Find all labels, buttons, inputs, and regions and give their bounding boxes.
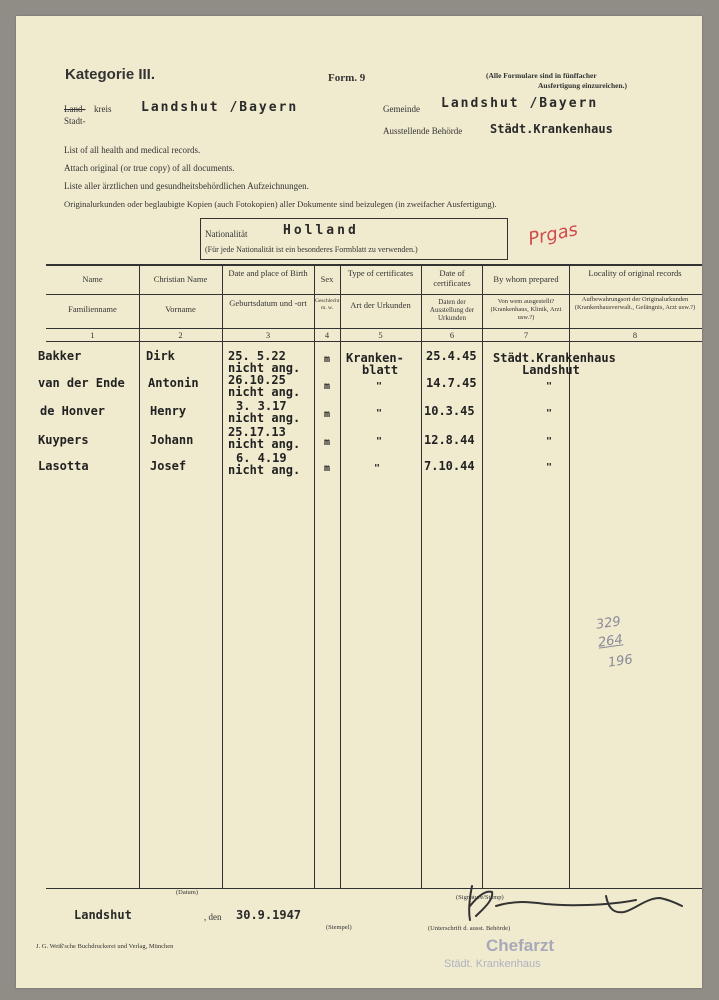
row-1-type: Kranken- (346, 351, 404, 365)
gemeinde-label: Gemeinde (383, 104, 420, 114)
instruction-1: List of all health and medical records. (64, 145, 201, 155)
pencil-note-2: 264 (597, 632, 624, 651)
row-4-date: 12.8.44 (424, 433, 475, 447)
instruction-3: Liste aller ärztlichen und gesundheitsbehördlichen Aufzeichnungen. (64, 181, 309, 191)
col-header-4-en: Sex (320, 274, 334, 284)
table-header-divider (46, 294, 702, 295)
nationality-value: Holland (283, 223, 359, 238)
category-title: Kategorie III. (65, 66, 156, 83)
col-number-6: 6 (449, 330, 455, 340)
row-1-birth-date: 25. 5.22 (228, 349, 286, 363)
row-2-sex: m (324, 381, 331, 392)
col-divider-2 (222, 266, 223, 888)
col-divider-3 (314, 266, 315, 888)
col-header-3-en: Date and place of Birth (228, 268, 308, 278)
kreis-label: kreis (94, 104, 112, 114)
form-number: Form. 9 (328, 72, 366, 84)
row-1-birth-place: nicht ang. (228, 361, 301, 375)
row-2-name: van der Ende (38, 376, 125, 390)
col-header-7-en: By whom prepared (493, 274, 559, 284)
row-5-by: " (546, 462, 553, 473)
col-header-7-de: Von wem ausgestellt? (Krankenhaus, Klinik, Arzt usw.?) (490, 298, 562, 321)
col-header-1-de: Familienname (68, 304, 117, 314)
row-5-type: " (374, 463, 381, 474)
row-1-name: Bakker (38, 349, 82, 363)
stempel-caption: (Stempel) (326, 924, 352, 931)
row-3-by: " (546, 408, 553, 419)
col-number-1: 1 (90, 330, 95, 340)
row-4-by: " (546, 436, 553, 447)
row-4-first-name: Johann (150, 433, 194, 447)
row-4-sex: m (324, 437, 331, 448)
stadt-label: Stadt- (64, 116, 86, 126)
kreis-prefix: Land- (64, 104, 86, 114)
row-5-name: Lasotta (38, 459, 89, 473)
table-body-top-line (46, 341, 702, 342)
row-3-type: " (376, 408, 383, 419)
row-1-first-name: Dirk (146, 349, 175, 363)
table-top-line (46, 264, 702, 266)
col-header-3-de: Geburtsdatum und -ort (229, 298, 307, 308)
copies-note-1: (Alle Formulare sind in fünffacher (486, 71, 597, 80)
copies-note-2: Ausfertigung einzureichen.) (538, 81, 628, 90)
col-header-6-en: Date of certificates (433, 268, 471, 288)
kreis-value: Landshut /Bayern (141, 100, 299, 115)
col-number-3: 3 (265, 330, 271, 340)
date-caption: (Datum) (176, 889, 199, 896)
col-header-2-de: Vorname (165, 304, 196, 314)
red-handwritten-mark: Prgas (526, 219, 580, 250)
chefarzt-stamp: Chefarzt (486, 936, 555, 955)
handwritten-signature (456, 876, 686, 924)
krankenhaus-stamp: Städt. Krankenhaus (444, 958, 541, 970)
col-divider-5 (421, 266, 422, 888)
row-5-first-name: Josef (150, 459, 187, 473)
row-5-birth-date: 6. 4.19 (236, 451, 287, 465)
row-5-birth-place: nicht ang. (228, 463, 301, 477)
nationality-box (200, 218, 508, 260)
col-header-8-en: Locality of original records (588, 268, 682, 278)
row-4-name: Kuypers (38, 433, 89, 447)
behoerde-value: Städt.Krankenhaus (490, 122, 613, 136)
col-divider-1 (139, 266, 140, 888)
pencil-note-3: 196 (607, 652, 634, 671)
row-3-first-name: Henry (150, 404, 187, 418)
col-number-2: 2 (178, 330, 183, 340)
col-header-4-de: Geschlecht m. w. (315, 298, 340, 311)
col-header-2-en: Christian Name (153, 274, 208, 284)
instruction-2: Attach original (or true copy) of all documents. (64, 163, 235, 173)
behoerde-label: Ausstellende Behörde (383, 126, 463, 136)
col-header-8-de: Aufbewahrungsort der Originalurkunden (Krankenhausverwalt., Gefängnis, Arzt usw.?) (574, 296, 696, 311)
col-number-4: 4 (324, 330, 330, 340)
row-3-sex: m (324, 409, 331, 420)
row-1-type-2: blatt (362, 363, 399, 377)
pencil-note-1: 329 (595, 614, 622, 633)
table-number-divider (46, 328, 702, 329)
row-4-type: " (376, 436, 383, 447)
row-4-birth-date: 25.17.13 (228, 425, 286, 439)
col-header-1-en: Name (82, 274, 103, 284)
col-header-6-de: Daten der Ausstellung der Urkunden (429, 298, 475, 322)
row-1-sex: m (324, 354, 331, 365)
col-header-5-en: Type of certificates (347, 268, 414, 278)
row-2-date: 14.7.45 (426, 376, 477, 390)
col-number-7: 7 (523, 330, 529, 340)
col-divider-6 (482, 266, 483, 888)
row-3-name: de Honver (40, 404, 106, 418)
row-3-date: 10.3.45 (424, 404, 475, 418)
col-number-8: 8 (632, 330, 638, 340)
instruction-4: Originalurkunden oder beglaubigte Kopien (auch Fotokopien) aller Dokumente sind beizulegen (in zweifacher Ausfertigung). (64, 199, 497, 209)
printer-imprint: J. G. Weiß'sche Buchdruckerei und Verlag, München (36, 943, 174, 950)
row-1-date: 25.4.45 (426, 349, 477, 363)
row-4-birth-place: nicht ang. (228, 437, 301, 451)
col-header-5-de: Art der Urkunden (350, 300, 411, 310)
row-5-date: 7.10.44 (424, 459, 475, 473)
row-3-birth-place: nicht ang. (228, 411, 301, 425)
col-divider-4 (340, 266, 341, 888)
row-1-by: Städt.Krankenhaus (493, 351, 616, 365)
row-1-by-2: Landshut (522, 363, 580, 377)
gemeinde-value: Landshut /Bayern (441, 96, 599, 111)
row-2-birth-date: 26.10.25 (228, 373, 286, 387)
row-2-birth-place: nicht ang. (228, 385, 301, 399)
signature-caption: (Signature/Stamp) (456, 894, 504, 901)
row-5-sex: m (324, 463, 331, 474)
row-2-type: " (376, 381, 383, 392)
row-3-birth-date: 3. 3.17 (236, 399, 287, 413)
nationality-label: Nationalität (205, 229, 248, 239)
col-number-5: 5 (378, 330, 383, 340)
footer-date: 30.9.1947 (236, 908, 302, 922)
row-2-first-name: Antonin (148, 376, 199, 390)
footer-den-label: , den (204, 912, 222, 922)
row-2-by: " (546, 381, 553, 392)
form-page (16, 16, 702, 988)
signature-caption-2: (Unterschrift d. ausst. Behörde) (428, 925, 511, 932)
nationality-note: (Für jede Nationalität ist ein besonderes Formblatt zu verwenden.) (205, 245, 418, 254)
footer-place: Landshut (74, 908, 132, 922)
